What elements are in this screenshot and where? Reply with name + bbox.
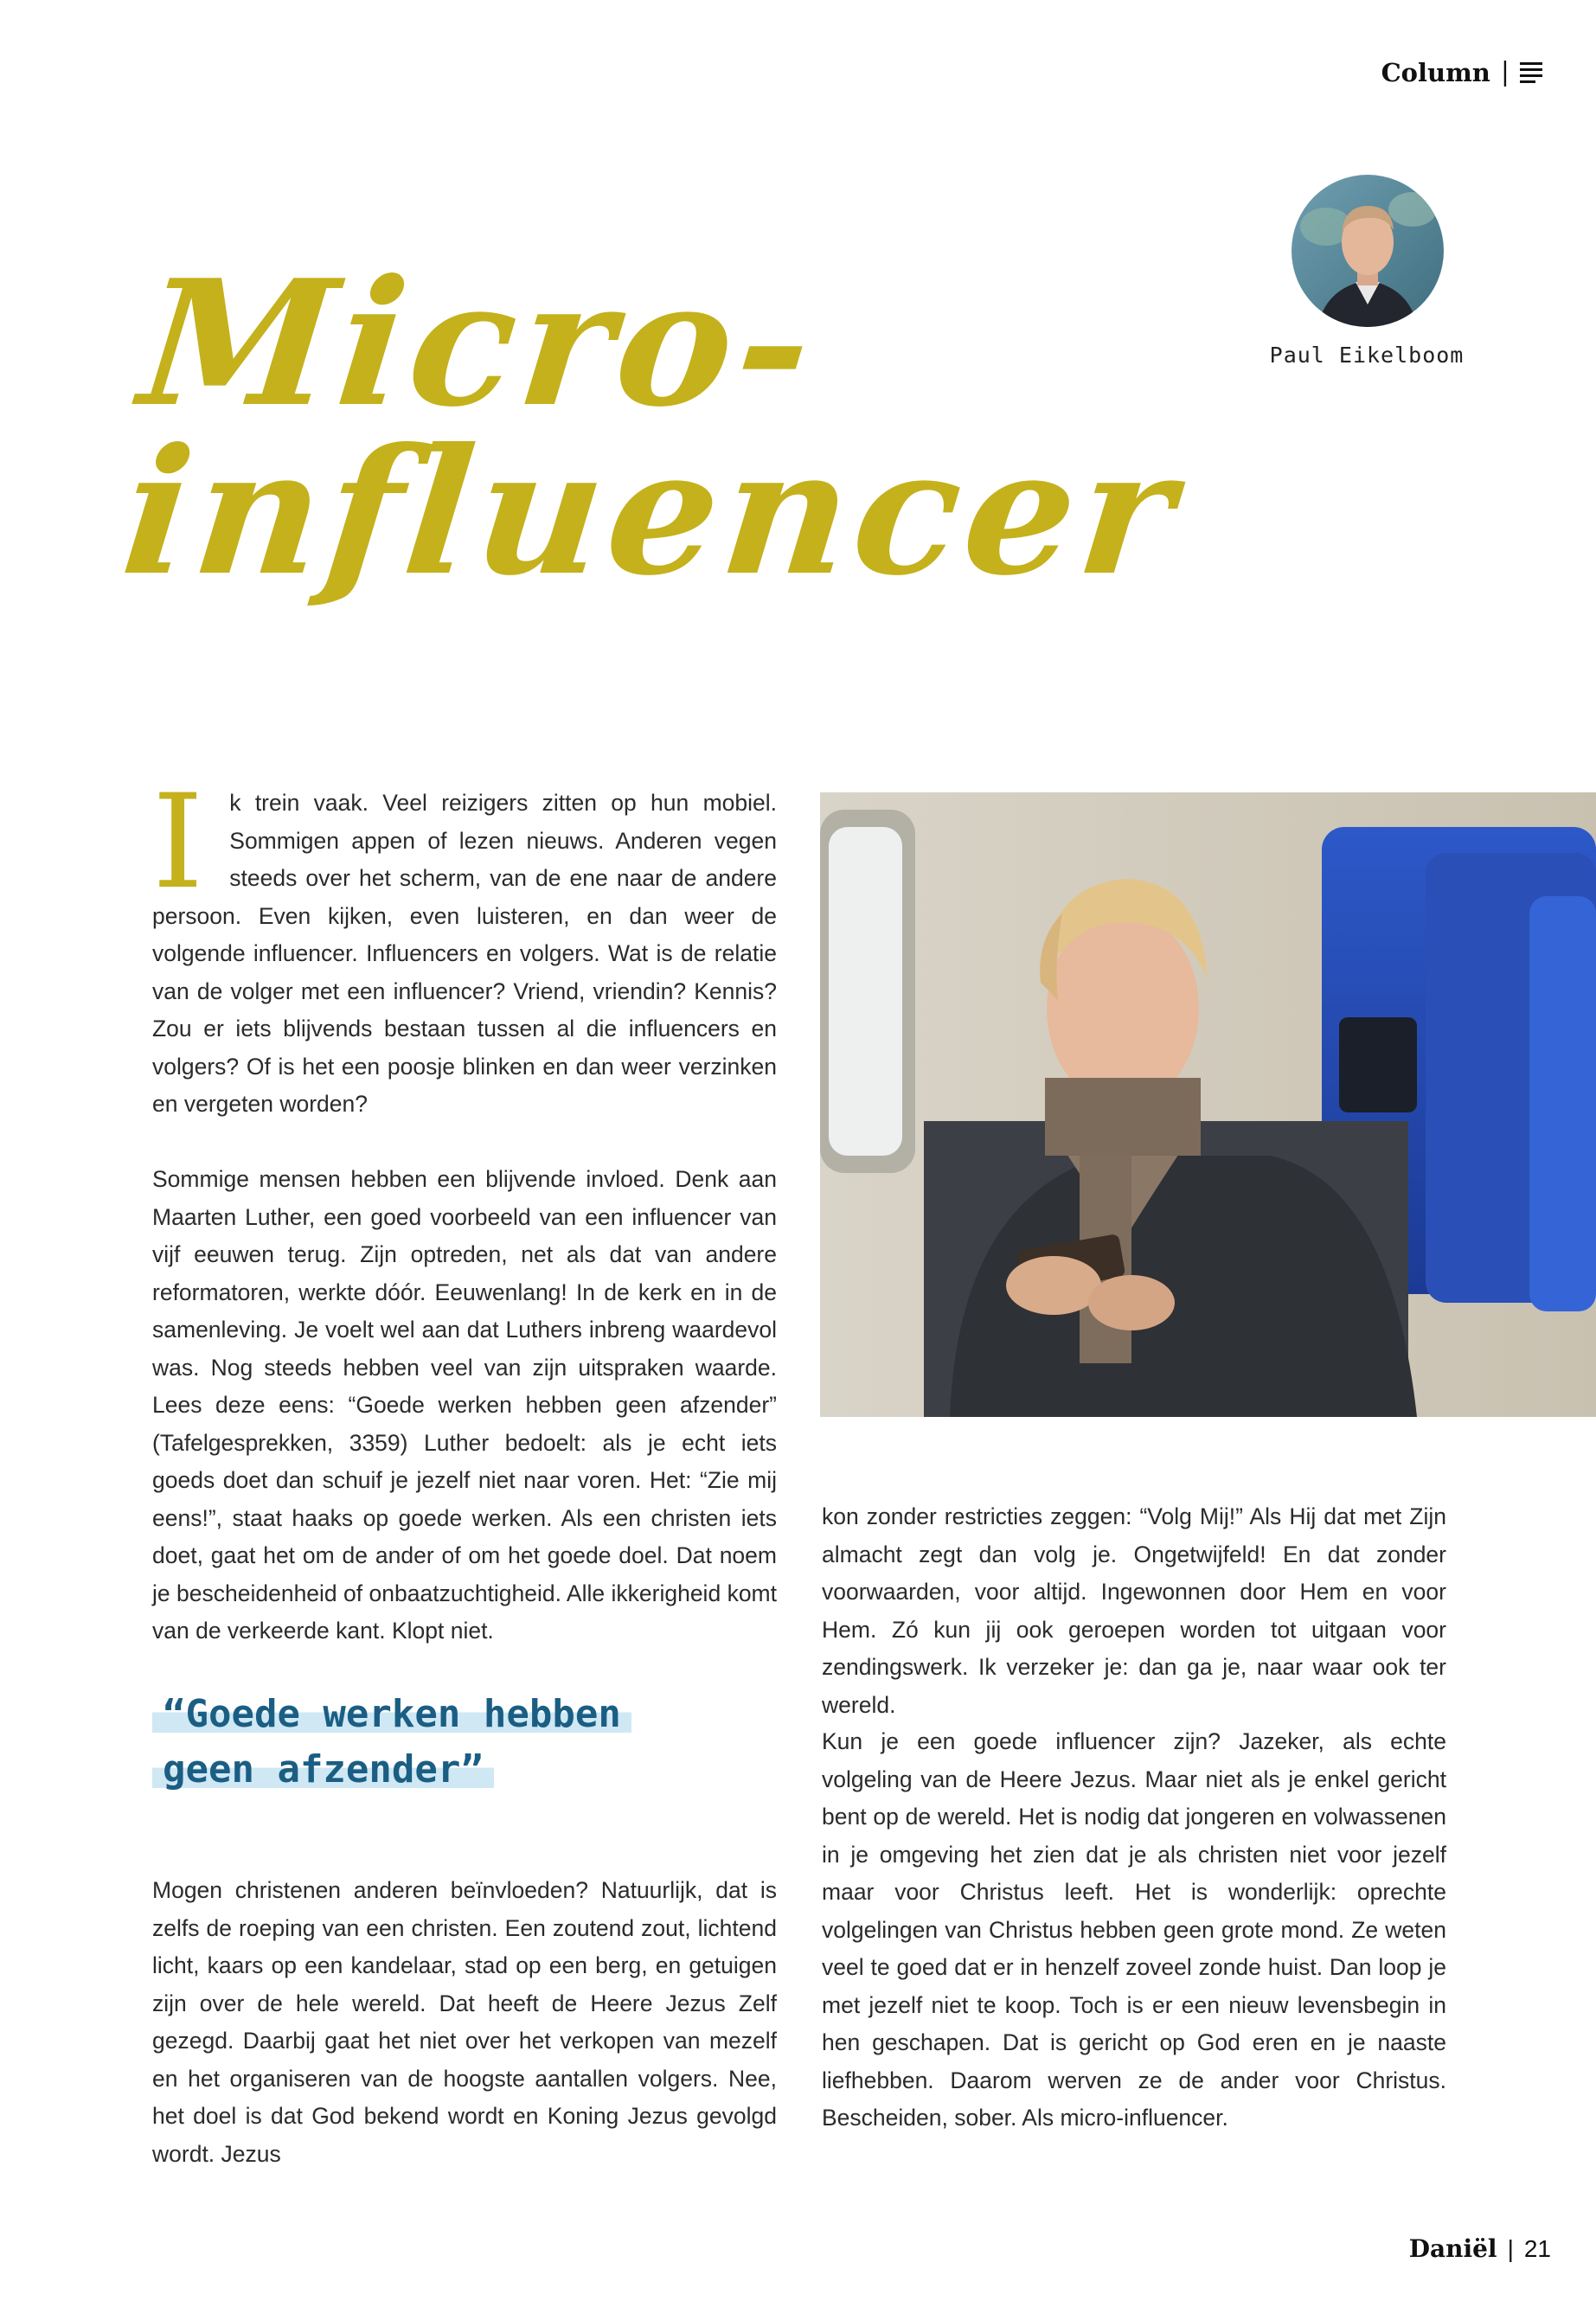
- article-photo: [820, 792, 1596, 1417]
- magazine-name: Daniël: [1408, 2234, 1497, 2263]
- title-line-2: influencer: [114, 411, 1188, 614]
- article-title: [114, 242, 1188, 614]
- paragraph-4: kon zonder restricties zeggen: “Volg Mij!” Als Hij dat met Zijn almacht zegt dan volg je. Ongetwijfeld! En dat zonder voorwaarden, voor altijd. Ingewonnen door Hem en voor Hem. Zó kun jij ook geroepen worden tot uitgaan voor zendingswerk. Ik verzeker je: dan ga je, naar waar ook ter wereld.: [822, 1503, 1446, 1718]
- intro-paragraph: [152, 767, 777, 1124]
- separator: |: [1507, 2234, 1514, 2262]
- paragraph-3: Mogen christenen anderen beïnvloeden? Natuurlijk, dat is zelfs de roeping van een christen. Een zoutend zout, lichtend licht, kaars op een kandelaar, stad op een berg, en getuigen zijn over de hele wereld. Dat heeft de Heere Jezus Zelf gezegd. Daarbij gaat het niet over het verkopen van mezelf en het organiseren van de hoogste aantallen volgers. Nee, het doel is dat God bekend wordt en Koning Jezus gevolgd wordt. Jezus: [152, 1877, 777, 2167]
- section-label: Column: [1381, 57, 1490, 87]
- pull-quote: [152, 1687, 723, 1798]
- paragraph-5: Kun je een goede influencer zijn? Jazeker, als echte volgeling van de Heere Jezus. Maar niet als je enkel gericht bent op de wereld. Het is nodig dat jongeren en volwassenen in je omgeving het zien dat je als christen niet voor jezelf maar voor Christus leeft. Het is wonderlijk: oprechte volgelingen van Christus hebben geen grote mond. Ze weten veel te goed dat er in henzelf zoveel zonde huist. Dan loop je met jezelf niet te koop. Toch is er een nieuw levensbegin in hen geschapen. Dat is gericht op God eren en je naaste liefhebben. Daarom werven ze de ander voor Christus. Bescheiden, sober. Als micro-influencer.: [822, 1728, 1446, 2131]
- intro-block: [152, 767, 777, 1124]
- title-line-1: Micro-: [131, 242, 826, 445]
- text-lines-icon: [1520, 62, 1542, 83]
- page-footer: [1409, 2234, 1551, 2263]
- author-avatar: [1292, 175, 1444, 327]
- separator: |: [1500, 57, 1509, 87]
- paragraph-2: Sommige mensen hebben een blijvende invloed. Denk aan Maarten Luther, een goed voorbeeld van een influencer van vijf eeuwen terug. Zijn optreden, net als dat van andere reformatoren, werkte dóór. Eeuwenlang! In de kerk en in de samenleving. Je voelt wel aan dat Luthers inbreng waardevol was. Nog steeds hebben veel van zijn uitspraken waarde. Lees deze eens: “Goede werken hebben geen afzender” (Tafelgesprekken, 3359) Luther bedoelt: als je echt iets goeds doet dan schuif je jezelf niet naar voren. Het: “Zie mij eens!”, staat haaks op goede werken. Als een christen iets doet, gaat het om de ander of om het goede doel. Dat noem je bescheidenheid of onbaatzuchtigheid. Alle ikkerigheid komt van de verkeerde kant. Klopt niet.: [152, 1166, 777, 1644]
- intro-text: k trein vaak. Veel reizigers zitten op hun mobiel. Sommigen appen of lezen nieuws. Anderen vegen steeds over het scherm, van de ene naar de andere persoon. Even kijken, even luisteren, en dan weer de volgende influencer. Influencers en volgers. Wat is de relatie van de volger met een influencer? Vriend, vriendin? Kennis? Zou er iets blijvends bestaan tussen al die influencers en volgers? Of is het een poosje blinken en dan weer verzinken en vergeten worden?: [152, 790, 777, 1117]
- author-name: Paul Eikelboom: [1269, 343, 1465, 368]
- pull-quote-text: “Goede werken hebben geen afzender”: [152, 1692, 631, 1791]
- section-tag: [1381, 57, 1542, 87]
- drop-cap: I: [152, 767, 204, 918]
- page-number: 21: [1523, 2234, 1551, 2262]
